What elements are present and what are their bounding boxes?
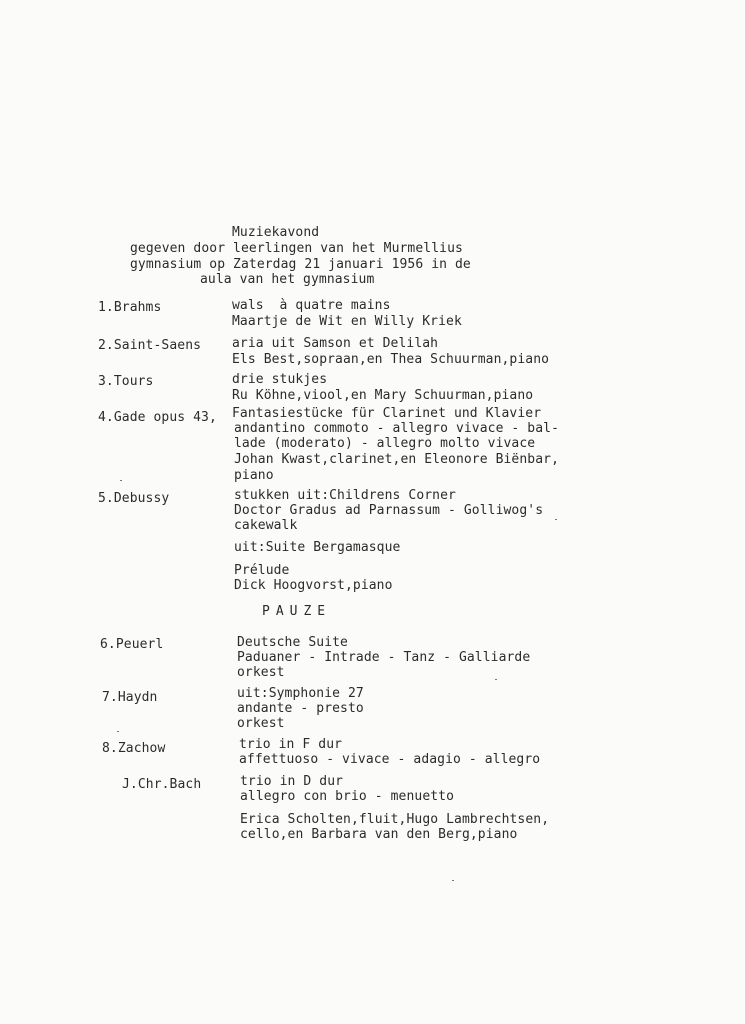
paper-speck (555, 519, 557, 520)
program-item-composer: 4.Gade opus 43, (98, 410, 217, 425)
program-item-line: wals à quatre mains (232, 298, 391, 313)
program-item-line: orkest (237, 665, 285, 680)
program-item-line: Paduaner - Intrade - Tanz - Galliarde (237, 650, 531, 665)
program-item-line: uit:Symphonie 27 (237, 686, 364, 701)
subtitle-line-2: gymnasium op Zaterdag 21 januari 1956 in de (130, 257, 471, 272)
program-item-line: Dick Hoogvorst,piano (234, 578, 393, 593)
program-item-line: andantino commoto - allegro vivace - bal- (234, 421, 559, 436)
program-item-line: piano (234, 468, 274, 483)
program-item-composer: 3.Tours (98, 374, 154, 389)
program-item-line: Maartje de Wit en Willy Kriek (232, 314, 462, 329)
program-item-composer: 2.Saint-Saens (98, 338, 202, 353)
program-item-line: trio in F dur (239, 737, 343, 752)
program-item-composer: 7.Haydn (102, 690, 158, 705)
subtitle-line-3: aula van het gymnasium (200, 272, 375, 287)
program-item-line: allegro con brio - menuetto (240, 789, 455, 804)
paper-speck (495, 679, 497, 680)
program-item-line: Fantasiestücke für Clarinet und Klavier (232, 406, 542, 421)
program-item-line: aria uit Samson et Delilah (232, 336, 439, 351)
program-item-line: Els Best,sopraan,en Thea Schuurman,piano (232, 352, 550, 367)
program-item-line: Doctor Gradus ad Parnassum - Golliwog's (234, 503, 544, 518)
program-item-composer: J.Chr.Bach (122, 777, 202, 792)
program-item-composer: 1.Brahms (98, 300, 162, 315)
program-item-line: andante - presto (237, 701, 364, 716)
program-item-line: Erica Scholten,fluit,Hugo Lambrechtsen, (240, 812, 550, 827)
program-item-line: Prélude (234, 563, 290, 578)
paper-speck (120, 480, 122, 481)
program-item-composer: 5.Debussy (98, 491, 170, 506)
program-item-composer: 6.Peuerl (100, 637, 164, 652)
paper-speck (452, 880, 454, 881)
program-item-line: cello,en Barbara van den Berg,piano (240, 827, 518, 842)
program-item-line: orkest (237, 716, 285, 731)
program-item-line: uit:Suite Bergamasque (234, 540, 401, 555)
program-item-composer: 8.Zachow (102, 741, 166, 756)
program-item-line: trio in D dur (240, 774, 344, 789)
subtitle-line-1: gegeven door leerlingen van het Murmellius (130, 241, 463, 256)
paper-speck (117, 731, 119, 732)
intermission-label: PAUZE (262, 604, 332, 619)
program-item-line: cakewalk (234, 518, 298, 533)
title: Muziekavond (232, 225, 320, 240)
program-item-line: stukken uit:Childrens Corner (234, 488, 456, 503)
program-item-line: lade (moderato) - allegro molto vivace (234, 436, 536, 451)
program-item-line: Deutsche Suite (237, 635, 348, 650)
program-item-line: drie stukjes (232, 372, 328, 387)
program-item-line: Ru Köhne,viool,en Mary Schuurman,piano (232, 388, 534, 403)
program-item-line: Johan Kwast,clarinet,en Eleonore Biënbar, (234, 452, 559, 467)
program-item-line: affettuoso - vivace - adagio - allegro (239, 752, 541, 767)
